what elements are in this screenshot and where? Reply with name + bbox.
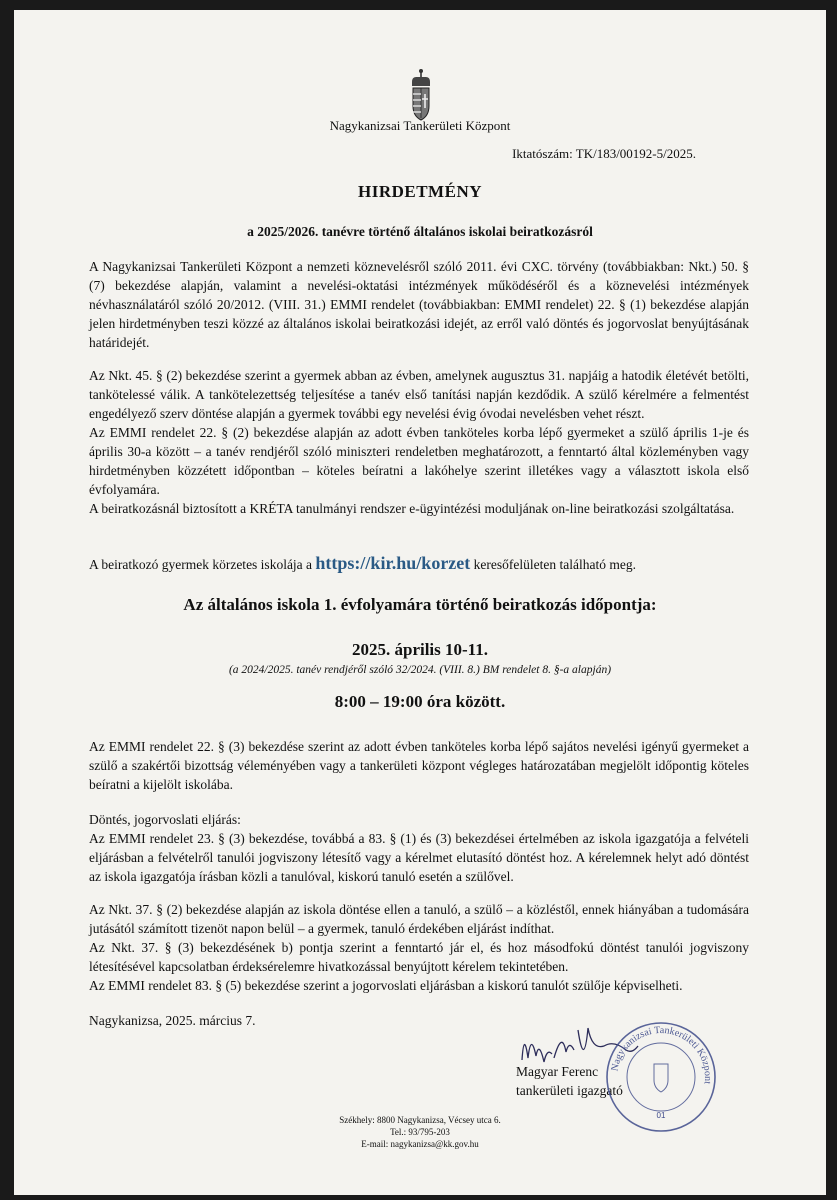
footer-phone: Tel.: 93/795-203 — [390, 1127, 450, 1137]
svg-text:01: 01 — [656, 1111, 666, 1120]
footer — [14, 1114, 826, 1150]
place-and-date: Nagykanizsa, 2025. március 7. — [89, 1013, 256, 1028]
signer-title: tankerületi igazgató — [516, 1083, 623, 1098]
signer-name: Magyar Ferenc — [516, 1064, 599, 1079]
enrollment-time: 8:00 – 19:00 óra között. — [334, 692, 506, 711]
footer-address: Székhely: 8800 Nagykanizsa, Vécsey utca 6. — [339, 1115, 501, 1125]
appeal-section — [89, 900, 749, 995]
paragraph-emmi-83-5: Az EMMI rendelet 83. § (5) bekezdése szerint a jogorvoslati eljárásban a kiskorú tanulót szülője képviselheti. — [89, 978, 683, 993]
district-school-line — [89, 552, 636, 576]
intro-paragraph: A Nagykanizsai Tankerületi Központ a nemzeti köznevelésről szóló 2011. évi CXC. törvény (továbbiakban: Nkt.) 50. § (7) bekezdése alapján, valamint a nevelési-oktatási intézmények működéséről és a köznevelési intézmények névhasználatáról szóló 20/2012. (VIII. 31.) EMMI rendelet (továbbiakban: EMMI rendelet) 22. § (1) bekezdése alapján jelen hirdetményben teszi közzé az általános iskolai beiratkozási idejét, az erről való döntés és jogorvoslat benyújtásának határidejét. — [89, 259, 749, 350]
paragraph-nkt-45: Az Nkt. 45. § (2) bekezdése szerint a gyermek abban az évben, amelynek augusztus 31. napjáig a hatodik életévét betölti, tankötelessé válik. A tankötelezettség teljesítése a tanév első tanítási napján kezdődik. A szülő kérelmére a felmentést engedélyező szerv döntése alapján a gyermek további egy nevelési évig óvodai nevelésben vehet részt. — [89, 368, 749, 421]
obligation-section — [89, 366, 749, 518]
kir-text-before: A beiratkozó gyermek körzetes iskolája a — [89, 557, 316, 572]
footer-email: E-mail: nagykanizsa@kk.gov.hu — [361, 1139, 479, 1149]
enrollment-date: 2025. április 10-11. — [351, 640, 488, 659]
svg-text:Nagykanizsai Tankerületi Közpo: Nagykanizsai Tankerületi Központ — [609, 1024, 714, 1085]
paragraph-emmi-23: Az EMMI rendelet 23. § (3) bekezdése, továbbá a 83. § (1) és (3) bekezdései értelmében az iskola igazgatója a felvételi eljárásban a felvételről tanulói jogviszony létesítő vagy a kérelmet elutasító döntést hoz. A kérelemnek helyt adó döntést az iskola igazgatója írásban közli a tanulóval, kiskorú tanuló esetén a szülővel. — [89, 831, 749, 884]
document-title: HIRDETMÉNY — [357, 182, 482, 201]
paragraph-emmi-22-2: Az EMMI rendelet 22. § (2) bekezdése alapján az adott évben tanköteles korba lépő gyermeket a szülő április 1-je és április 30-a között – a tanév rendjéről szóló miniszteri rendeletben meghatározott, a fenntartó által közleményben vagy hirdetményben közzétett időpontban – köteles beíratni a lakóhelye szerint illetékes vagy a választott iskola első évfolyamára. — [89, 425, 749, 497]
document-page — [14, 10, 826, 1195]
organization-name: Nagykanizsai Tankerületi Központ — [329, 118, 511, 133]
document-subtitle: a 2025/2026. tanévre történő általános iskolai beiratkozásról — [247, 224, 593, 239]
kir-link[interactable]: https://kir.hu/korzet — [315, 553, 471, 573]
paragraph-nkt-37-3: Az Nkt. 37. § (3) bekezdésének b) pontja szerint a fenntartó jár el, és hoz másodfokú döntést tanulói jogviszony létesítésével kapcsolatban érdeksérelemre hivatkozással benyújtott kérelem tekintetében. — [89, 940, 749, 974]
decision-heading: Döntés, jogorvoslati eljárás: — [89, 812, 241, 827]
enrollment-date-note: (a 2024/2025. tanév rendjéről szóló 32/2024. (VIII. 8.) BM rendelet 8. §-a alapján) — [228, 664, 612, 676]
schedule-heading: Az általános iskola 1. évfolyamára történő beiratkozás időpontja: — [183, 595, 657, 614]
kir-text-after: keresőfelületen található meg. — [470, 557, 636, 572]
paragraph-sni: Az EMMI rendelet 22. § (3) bekezdése szerint az adott évben tanköteles korba lépő sajátos nevelési igényű gyermeket a szülő a szakértői bizottság véleményében vagy a tankerületi központ végleges határozatában megjelölt időpontig köteles beíratni a kijelölt iskolába. — [89, 739, 749, 792]
paragraph-nkt-37-2: Az Nkt. 37. § (2) bekezdése alapján az iskola döntése ellen a tanuló, a szülő – a közléstől, ennek hiányában a tudomására jutásától számított tizenöt napon belül – a gyermek, tanuló érdekében eljárást indíthat. — [89, 902, 749, 936]
paragraph-kreta: A beiratkozásnál biztosított a KRÉTA tanulmányi rendszer e-ügyintézési moduljának on-line beiratkozási szolgáltatása. — [89, 501, 735, 516]
reference-number: Iktatószám: TK/183/00192-5/2025. — [512, 146, 696, 161]
decision-section — [89, 810, 749, 886]
